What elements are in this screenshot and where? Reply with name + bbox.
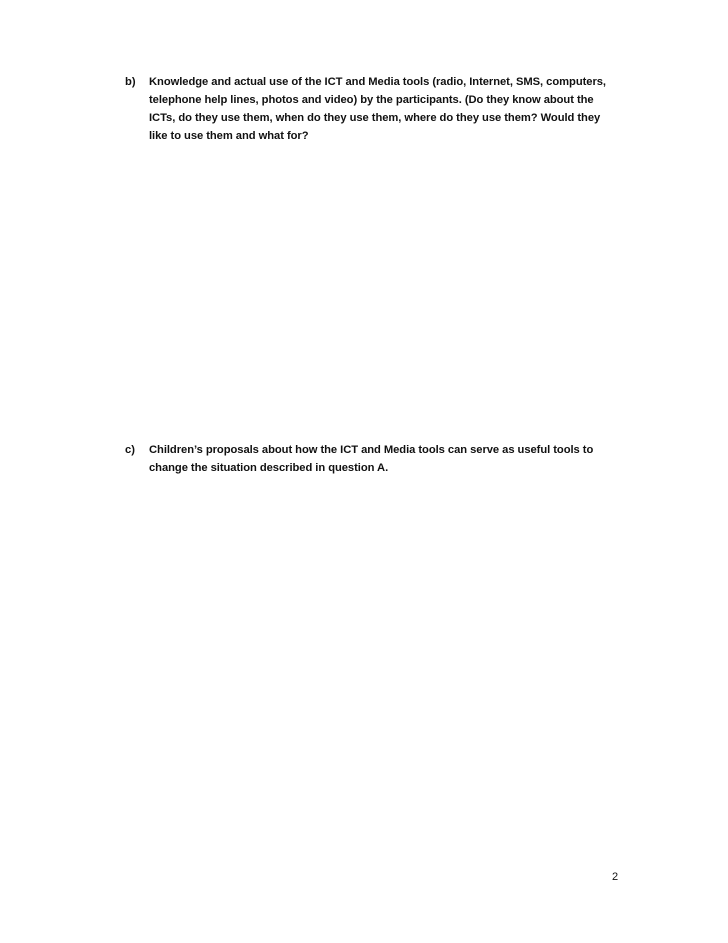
question-b bbox=[125, 73, 615, 145]
question-label: b) bbox=[125, 76, 136, 88]
question-label: c) bbox=[125, 444, 135, 456]
question-text: Children’s proposals about how the ICT and Media tools can serve as useful tools to change the situation described in question A. bbox=[149, 444, 594, 474]
page-number: 2 bbox=[612, 871, 619, 883]
question-text: Knowledge and actual use of the ICT and Media tools (radio, Internet, SMS, computers, telephone help lines, photos and video) by the participants. (Do they know about the ICTs, do they use them, when do they use them, where do they use them? Would they like to use them and what for? bbox=[149, 76, 606, 142]
question-c bbox=[125, 441, 615, 477]
